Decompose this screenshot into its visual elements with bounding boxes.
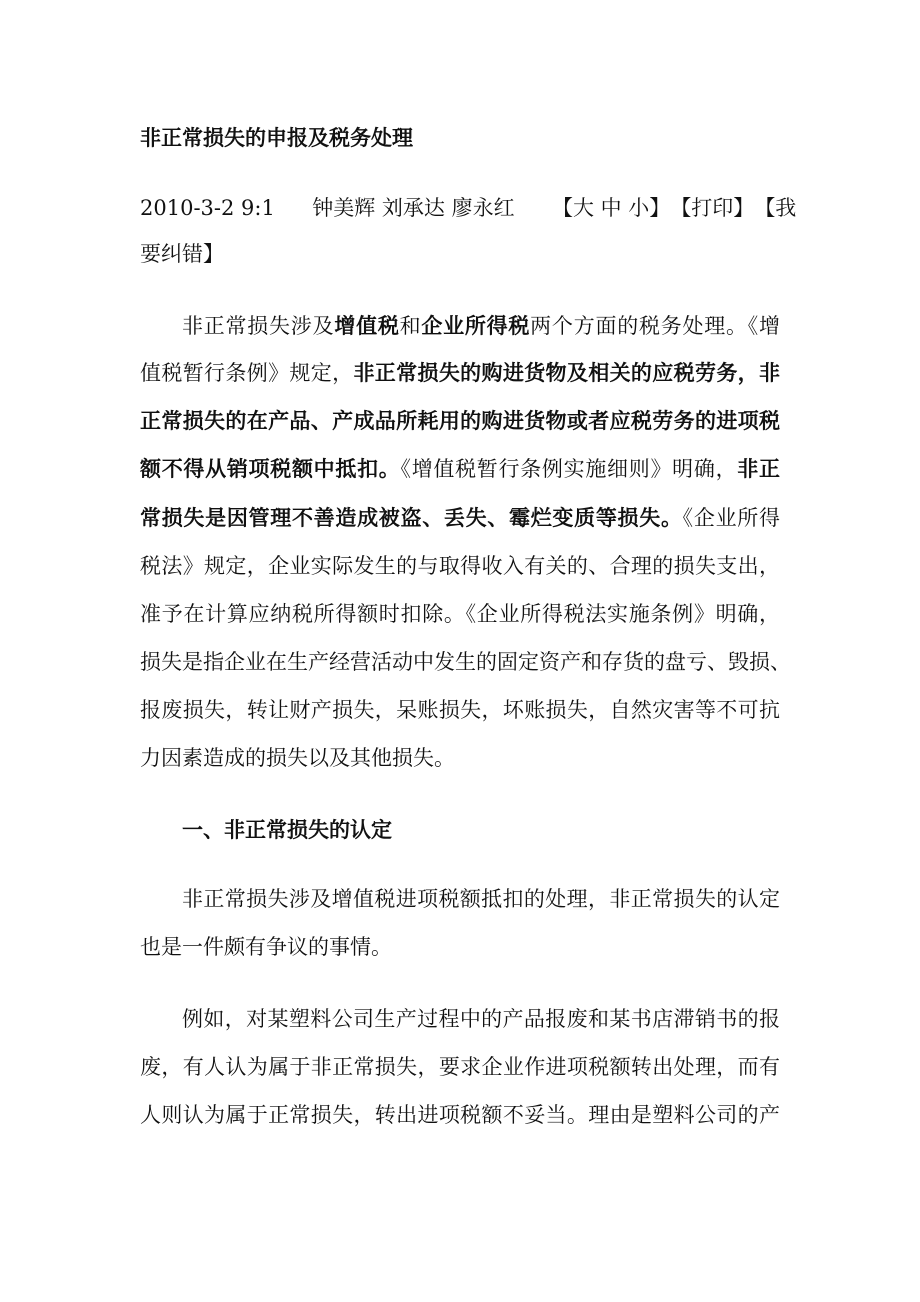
correction-link-continued[interactable]: 要纠错】 xyxy=(140,242,224,266)
article-meta xyxy=(140,195,800,221)
publish-date: 2010-3-2 9:1 xyxy=(140,196,275,220)
document-title: 非正常损失的申报及税务处理 xyxy=(140,125,413,150)
para1-line7: 准予在计算应纳税所得额时扣除。《企业所得税法实施条例》明确， xyxy=(140,602,780,626)
section-heading: 一、非正常损失的认定 xyxy=(182,817,392,842)
para1-line3: 正常损失的在产品、产成品所耗用的购进货物或者应税劳务的进项税 xyxy=(140,408,780,433)
para1-line4: 额不得从销项税额中抵扣。《增值税暂行条例实施细则》明确，非正 xyxy=(140,456,781,481)
authors: 钟美辉 刘承达 廖永红 xyxy=(312,196,515,220)
para1-line9: 报废损失，转让财产损失，呆账损失，坏账损失，自然灾害等不可抗 xyxy=(140,698,780,722)
para3-line1: 例如，对某塑料公司生产过程中的产品报废和某书店滞销书的报 xyxy=(182,1007,780,1031)
para1-line6: 税法》规定，企业实际发生的与取得收入有关的、合理的损失支出， xyxy=(140,554,780,578)
print-link[interactable]: 【打印】 xyxy=(670,196,755,220)
para2-line1: 非正常损失涉及增值税进项税额抵扣的处理，非正常损失的认定 xyxy=(182,887,780,911)
para2-line2: 也是一件颇有争议的事情。 xyxy=(140,935,392,959)
para1-line5: 常损失是因管理不善造成被盗、丢失、霉烂变质等损失。《企业所得 xyxy=(140,505,780,530)
font-size-links[interactable]: 【大 中 小】 xyxy=(551,196,671,220)
correction-link[interactable]: 【我 xyxy=(754,196,797,220)
para1-line1: 非正常损失涉及增值税和企业所得税两个方面的税务处理。《增 xyxy=(182,313,781,338)
para3-line3: 人则认为属于正常损失，转出进项税额不妥当。理由是塑料公司的产 xyxy=(140,1103,780,1127)
para1-line8: 损失是指企业在生产经营活动中发生的固定资产和存货的盘亏、毁损、 xyxy=(140,650,791,674)
para3-line2: 废，有人认为属于非正常损失，要求企业作进项税额转出处理，而有 xyxy=(140,1055,780,1079)
para1-line2: 值税暂行条例》规定，非正常损失的购进货物及相关的应税劳务，非 xyxy=(140,360,781,385)
para1-line10: 力因素造成的损失以及其他损失。 xyxy=(140,746,455,770)
